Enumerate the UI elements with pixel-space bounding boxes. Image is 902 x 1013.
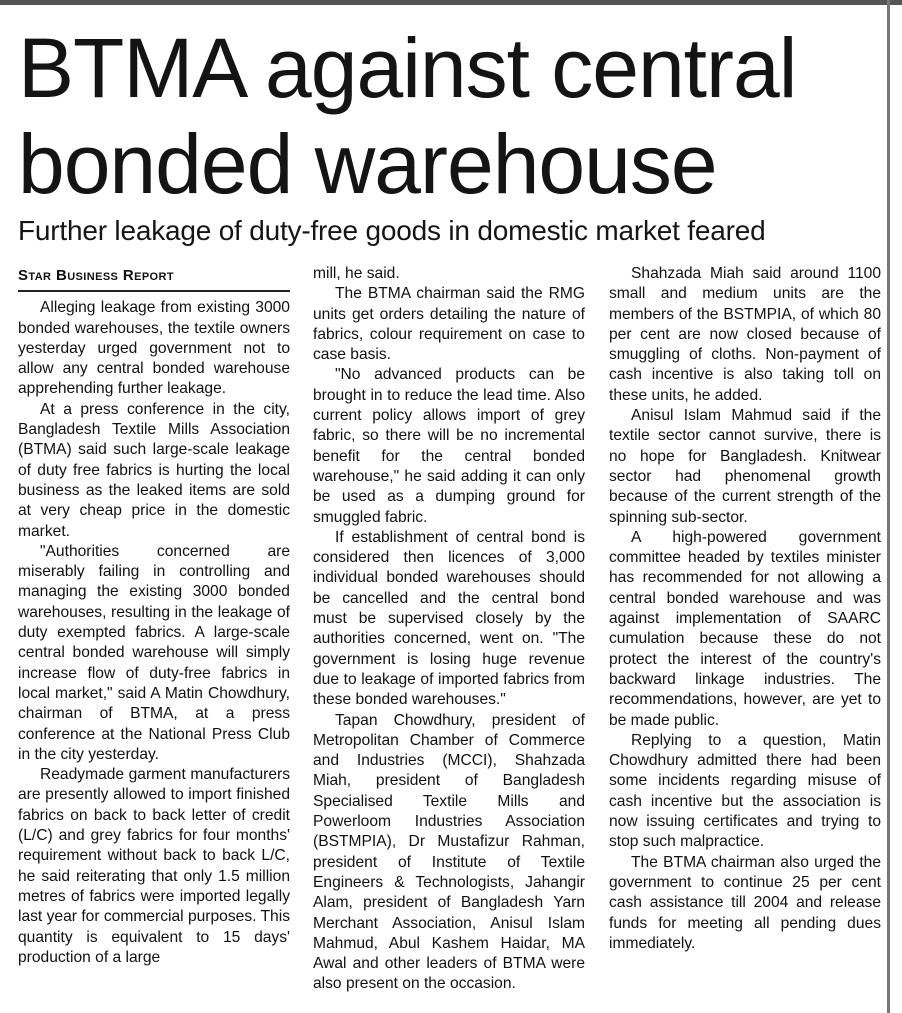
paragraph: "Authorities concerned are miserably failing in controlling and managing the existing 3000 bonded warehouses, resulting in the leakage of duty exempted fabrics. A large-scale central bonded warehouse will simply increase flow of duty-free fabrics in local market," said A Matin Chowdhury, chairman of BTMA, at a press conference at the National Press Club in the city yesterday.: [18, 542, 290, 763]
paragraph: "No advanced products can be brought in to reduce the lead time. Also current policy allows import of grey fabric, so there will be no incremental benefit for the central bonded warehouse," he said adding it can only be used as a dumping ground for smuggled fabric.: [313, 366, 585, 526]
article-column-3: [609, 264, 881, 954]
paragraph: A high-powered government committee headed by textiles minister has recommended for not allowing a central bonded warehouse and was against implementation of SAARC cumulation because these do not protect the interest of the country's backward linkage industries. The recommendations, however, are yet to be made public.: [609, 528, 881, 729]
paragraph: The BTMA chairman also urged the government to continue 25 per cent cash assistance till 2004 and release funds for meeting all pending dues immediately.: [609, 853, 881, 952]
subheadline: Further leakage of duty-free goods in domestic market feared: [18, 215, 766, 246]
paragraph: Tapan Chowdhury, president of Metropolitan Chamber of Commerce and Industries (MCCI), Shahzada Miah, president of Bangladesh Specialised Textile Mills and Powerloom Industries Association (BSTMPIA), Dr Mustafizur Rahman, president of Institute of Textile Engineers & Technologists, Jahangir Alam, president of Bangladesh Yarn Merchant Association, Anisul Islam Mahmud, Abul Kashem Haidar, MA Awal and other leaders of BTMA were also present on the occasion.: [313, 711, 585, 993]
paragraph: Anisul Islam Mahmud said if the textile sector cannot survive, there is no hope for Bangladesh. Knitwear sector had phenomenal growth because of the current strength of the spinning sub-sector.: [609, 407, 881, 526]
top-rule: [0, 0, 902, 5]
paragraph: Readymade garment manufacturers are presently allowed to import finished fabrics on back to back letter of credit (L/C) and grey fabrics for four months' requirement without back to back L/C, he said reiterating that only 1.5 million metres of fabrics were imported legally last year for commercial purposes. This quantity is equivalent to 15 days' production of a large: [18, 766, 290, 966]
paragraph: Shahzada Miah said around 1100 small and medium units are the members of the BSTMPIA, of which 80 per cent are now closed because of smuggling of cloths. Non-payment of cash incentive is also taking toll on these units, he added.: [609, 265, 881, 404]
paragraph: At a press conference in the city, Bangladesh Textile Mills Association (BTMA) said such large-scale leakage of duty free fabrics is hurting the local business as the leaked items are sold at very cheap price in the domestic market.: [18, 400, 290, 540]
paragraph: The BTMA chairman said the RMG units get orders detailing the nature of fabrics, colour requirement on case to case basis.: [313, 285, 585, 364]
headline: BTMA against central bonded warehouse: [18, 21, 797, 211]
paragraph: mill, he said.: [313, 265, 400, 282]
article-column-2: [313, 264, 585, 995]
paragraph: Replying to a question, Matin Chowdhury admitted there had been some incidents regarding misuse of cash incentive but the association is now issuing certificates and trying to stop such malpractice.: [609, 731, 881, 851]
byline: Star Business Report: [18, 266, 290, 292]
paragraph: If establishment of central bond is considered then licences of 3,000 individual bonded warehouses should be cancelled and the central bond must be supervised closely by the authorities concerned, went on. "The government is losing huge revenue due to leakage of imported fabrics from these bonded warehouses.": [313, 528, 585, 709]
paragraph: Alleging leakage from existing 3000 bonded warehouses, the textile owners yesterday urged government not to allow any central bonded warehouse apprehending further leakage.: [18, 299, 290, 398]
article-column-1: [18, 264, 290, 968]
